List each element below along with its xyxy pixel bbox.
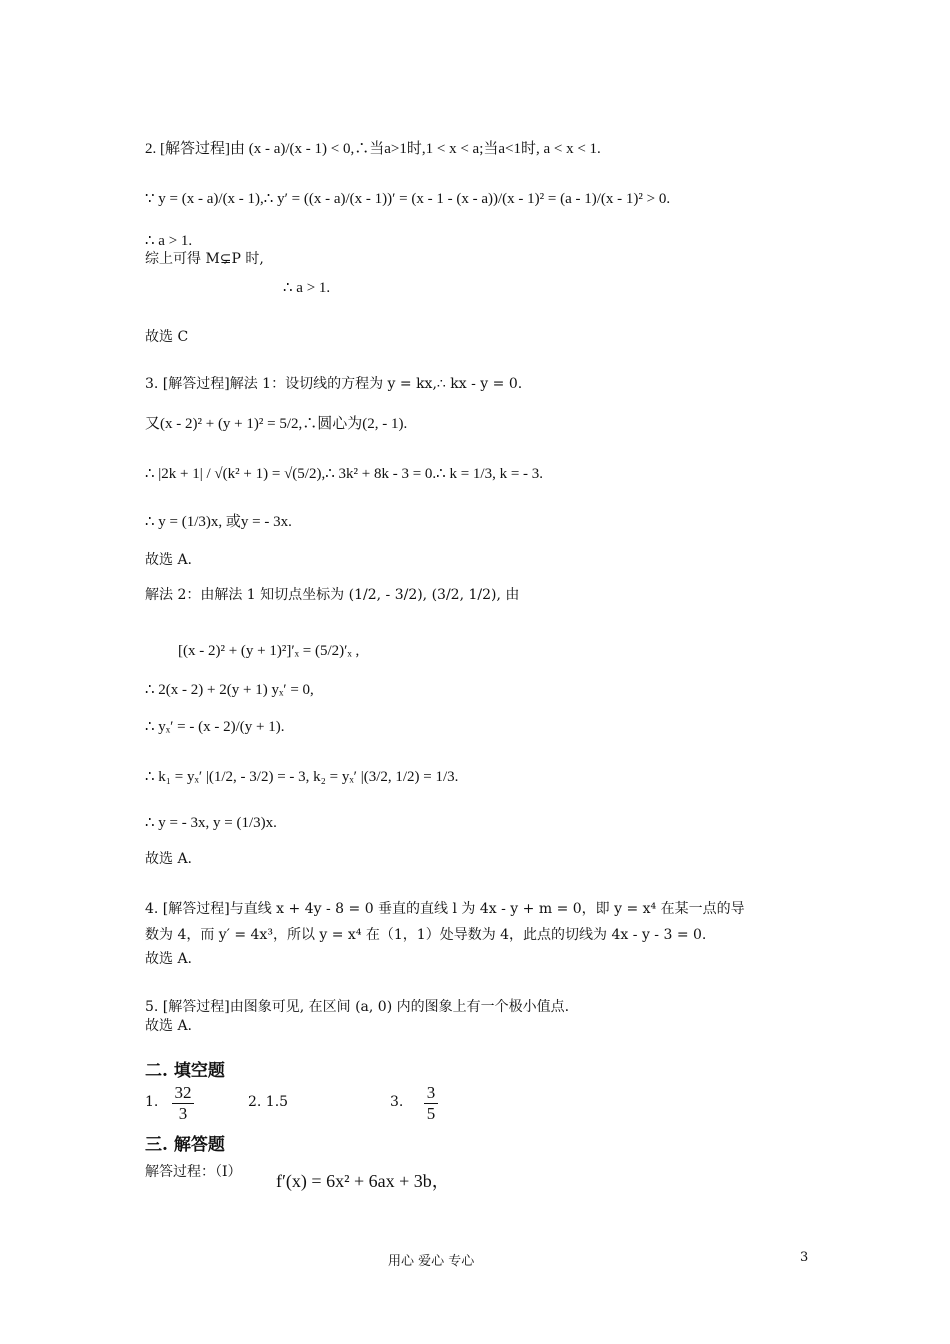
q2-line-1: 2. [解答过程]由 (x - a)/(x - 1) < 0,∴当a>1时,1 < x < a;当a<1时, a < x < 1. [145,141,601,157]
q3-line-7: [(x - 2)² + (y + 1)²]′ₓ = (5/2)′ₓ , [178,643,360,659]
q3-line-12: 故选 A. [145,851,193,867]
solution-intro: 解答过程：（Ⅰ） [145,1164,242,1180]
answer-1-numerator: 32 [172,1083,194,1104]
q4-line-3: 故选 A. [145,951,193,967]
answer-1-label: 1. [145,1094,159,1110]
section-3-title: 三. 解答题 [145,1135,225,1155]
q3-line-9: ∴ yₓ′ = - (x - 2)/(y + 1). [145,719,285,735]
q3-line-5: 故选 A. [145,552,193,568]
section-2-title: 二. 填空题 [145,1061,225,1081]
answer-3-denominator: 5 [426,1104,436,1123]
q3-line-6: 解法 2：由解法 1 知切点坐标为 (1/2, - 3/2), (3/2, 1/2), 由 [145,587,520,603]
q5-line-1: 5. [解答过程]由图象可见, 在区间 (a, 0) 内的图象上有一个极小值点. [145,999,570,1015]
answer-3-label: 3. [390,1094,404,1110]
q3-line-3: ∴ |2k + 1| / √(k² + 1) = √(5/2),∴ 3k² + 8k - 3 = 0.∴ k = 1/3, k = - 3. [145,466,544,482]
q4-line-1: 4. [解答过程]与直线 x + 4y - 8 = 0 垂直的直线 l 为 4x - y + m = 0，即 y = x⁴ 在某一点的导 [145,901,745,917]
solution-formula: f′(x) = 6x² + 6ax + 3b， [276,1171,450,1191]
answer-2: 2. 1.5 [248,1094,289,1110]
q3-line-8: ∴ 2(x - 2) + 2(y + 1) yₓ′ = 0, [145,682,314,698]
q2-line-3: ∴ a > 1. [145,233,193,249]
footer-motto: 用心 爱心 专心 [388,1254,475,1269]
q2-line-2: ∵ y = (x - a)/(x - 1),∴ y′ = ((x - a)/(x - 1))′ = (x - 1 - (x - a))/(x - 1)² = (a - 1)/(x - 1)² > 0. [145,191,671,207]
answer-1-denominator: 3 [178,1104,188,1123]
answer-3-numerator: 3 [424,1083,438,1104]
answer-3-fraction [424,1083,438,1124]
q3-line-2: 又(x - 2)² + (y + 1)² = 5/2,∴圆心为(2, - 1). [145,416,408,432]
q2-line-4: 综上可得 M⊊P 时, [145,251,264,267]
q3-line-1: 3. [解答过程]解法 1：设切线的方程为 y = kx,∴ kx - y = 0. [145,376,523,392]
q2-conclusion: 故选 C [145,329,189,345]
q5-line-2: 故选 A. [145,1018,193,1034]
q3-line-11: ∴ y = - 3x, y = (1/3)x. [145,815,277,831]
q4-line-2: 数为 4，而 y′ = 4x³，所以 y = x⁴ 在（1，1）处导数为 4，此点的切线为 4x - y - 3 = 0. [145,927,707,943]
answer-1-fraction [172,1083,194,1124]
q3-line-4: ∴ y = (1/3)x, 或y = - 3x. [145,514,292,530]
page-number: 3 [800,1250,809,1265]
q2-line-5: ∴ a > 1. [283,280,331,296]
q3-line-10: ∴ k₁ = yₓ′ |(1/2, - 3/2) = - 3, k₂ = yₓ′ |(3/2, 1/2) = 1/3. [145,769,459,785]
